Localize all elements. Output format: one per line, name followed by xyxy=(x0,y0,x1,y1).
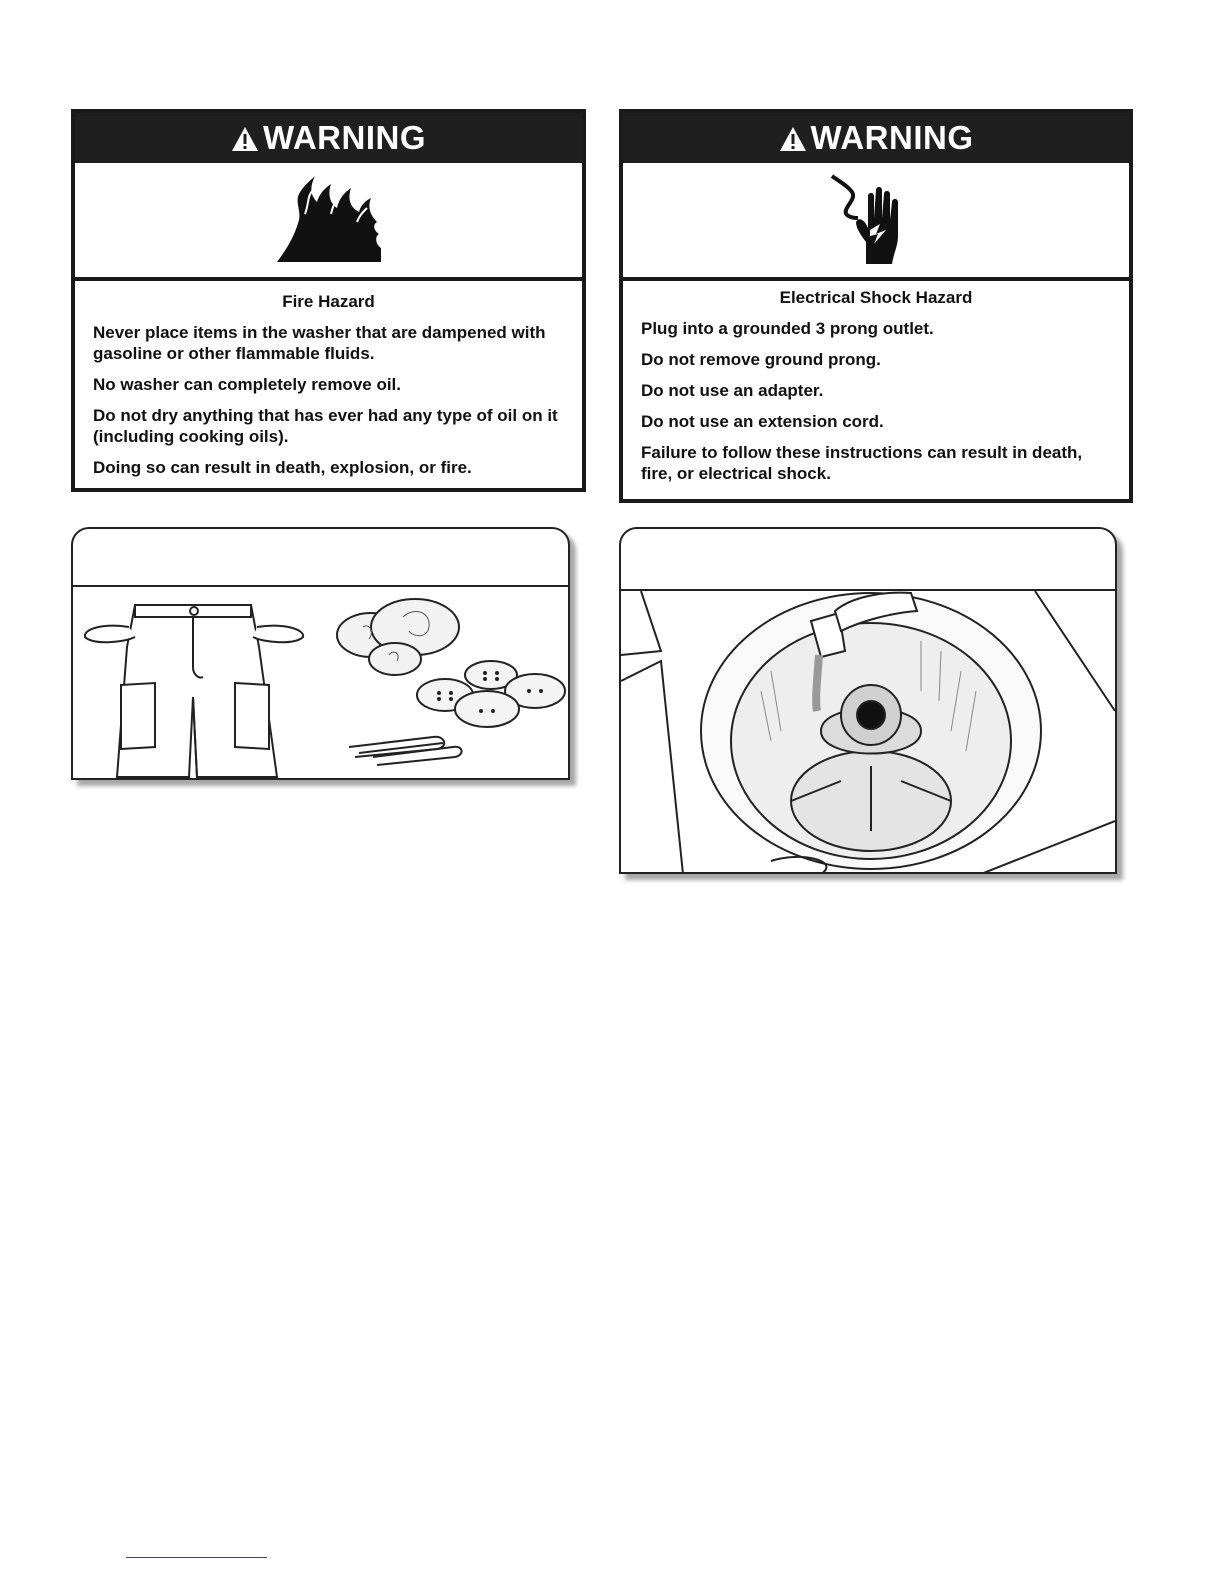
electric-shock-hand-icon xyxy=(826,172,926,268)
fire-hazard-warning xyxy=(71,109,586,492)
warning-header-label: WARNING xyxy=(810,119,974,156)
hazard-line: Doing so can result in death, explosion, or fire. xyxy=(93,458,472,477)
empty-pockets-coins-buttons-pins-illustration xyxy=(73,587,568,780)
shock-hazard-text xyxy=(623,281,1129,484)
hazard-line: No washer can completely remove oil. xyxy=(93,375,402,394)
shock-icon-area xyxy=(623,163,1129,281)
hazard-title: Fire Hazard xyxy=(282,292,375,311)
fire-icon-area xyxy=(75,163,582,281)
illustration-header xyxy=(73,529,568,587)
hazard-line: Do not use an extension cord. xyxy=(641,412,884,431)
footer-rule xyxy=(126,1557,267,1558)
hazard-line: Plug into a grounded 3 prong outlet. xyxy=(641,319,934,338)
warning-triangle-icon xyxy=(779,126,807,152)
washer-detergent-illustration-box xyxy=(619,527,1117,874)
warning-header xyxy=(75,113,582,163)
hazard-line: Do not remove ground prong. xyxy=(641,350,881,369)
hazard-line: Failure to follow these instructions can result in death, fire, or electrical shock. xyxy=(641,443,1083,483)
electrical-shock-warning xyxy=(619,109,1133,503)
warning-header-label: WARNING xyxy=(263,119,426,156)
fire-hazard-text xyxy=(75,281,582,478)
pouring-detergent-into-washer-illustration xyxy=(621,591,1115,874)
empty-pockets-illustration-box xyxy=(71,527,570,780)
hazard-line: Do not dry anything that has ever had any type of oil on it (including cooking oils). xyxy=(93,406,558,446)
warning-header xyxy=(623,113,1129,163)
hazard-line: Do not use an adapter. xyxy=(641,381,824,400)
warning-triangle-icon xyxy=(231,126,259,152)
fire-icon xyxy=(269,174,389,266)
hazard-title: Electrical Shock Hazard xyxy=(779,288,973,307)
hazard-line: Never place items in the washer that are dampened with gasoline or other flammable fluids. xyxy=(93,323,546,363)
illustration-header xyxy=(621,529,1115,591)
